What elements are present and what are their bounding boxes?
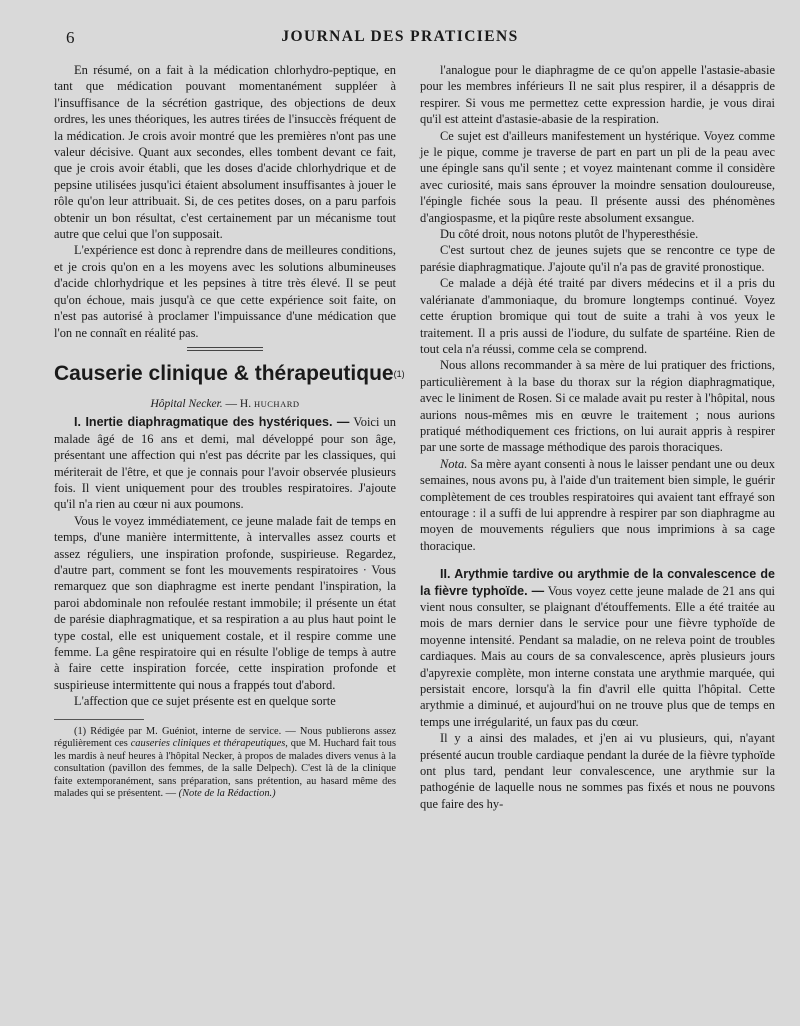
subsection-paragraph: II. Arythmie tardive ou arythmie de la convalescence de la fièvre typhoïde. — Vous voyez cette jeune malade de 21 ans qui vient nous consulter, se plaignant d'étouffements. Elle a été traitée au mois de mars dernier dans le service pour une fièvre typhoïde de moyenne intensité. Pendant sa maladie, on ne releva point de troubles cardiaques. Mais au cours de sa convalescence, après plusieurs jours d'apyrexie complète, mon interne constata une arythmie marquée, qui persistait encore, lorsqu'à la fin d'avril elle quitta l'hôpital. Cette arythmie a diminué, et aujourd'hui on ne trouve plus que de temps en temps une irrégularité, un faux pas du cœur. [420, 567, 775, 729]
paragraph: l'analogue pour le diaphragme de ce qu'on appelle l'astasie-abasie pour les membres inférieurs Il ne sait plus respirer, il a désappris de respirer. Si vous me permettez cette expression hardie, je vous dirai qu'il est atteint d'astasie-abasie de la respiration. [420, 63, 775, 127]
paragraph: Ce sujet est d'ailleurs manifestement un hystérique. Voyez comme je le pique, comme je traverse de part en part un pli de la peau avec une épingle sans qu'il sente ; et voyez maintenant comme il considère avec curiosité, mais sans éprouver la moindre sensation douloureuse, l'épingle fichée sous la peau. Il présente aussi des phénomènes d'angiospasme, et la piqûre reste absolument exsangue. [420, 128, 775, 225]
section-title: Causerie clinique & thérapeutique$^{(1)}$ [54, 361, 405, 385]
journal-title: JOURNAL DES PRATICIENS [281, 28, 519, 45]
byline-place: Hôpital Necker. [150, 397, 223, 410]
footnote: (1) Rédigée par M. Guéniot, interne de service. — Nous publierons assez régulièrement ces causeries cliniques et thérapeutiques, que M. Huchard fait tous les mardis à neuf heures à l'hôpital Necker, à propos de malades divers venus à la consultation (pavillon des femmes, de la salle Delpech). C'est là de la clinique faite extemporanément, sans préparation, sans prétention, au hasard même des malades qui se présentent. — (Note de la Rédaction.) [54, 725, 396, 800]
page-header [0, 28, 800, 52]
paragraph: C'est surtout chez de jeunes sujets que se rencontre ce type de parésie diaphragmatique. J'ajoute qu'il n'a pas de gravité pronostique. [420, 243, 775, 274]
right-column [420, 62, 775, 812]
subsection-title: II. Arythmie tardive ou arythmie de la convalescence de la fièvre typhoïde. — [420, 567, 775, 598]
spacer [420, 554, 775, 566]
page-number: 6 [66, 28, 75, 47]
paragraph: Nous allons recommander à sa mère de lui pratiquer des frictions, particulièrement à la base du thorax sur la région diaphragmatique, avec le liniment de Rosen. Si ce malade avait pu rester à l'hôpital, nous aurions nous-mêmes mis en œuvre le traitement ; nous aurions pratiqué méthodiquement ces frictions, on lui aurait appris à respirer par une sorte de massage méthodique des parois thoraciques. [420, 358, 775, 455]
paragraph: Ce malade a déjà été traité par divers médecins et il a pris du valérianate d'ammoniaque, du bromure longtemps continué. Voyez cette éruption bromique qui tout de suite a trahi à vos yeux le traitement. Il a pris aussi de l'iodure, du sulfate de spartéine. Rien de tout cela n'a réussi, comme cela se comprend. [420, 276, 775, 356]
byline-separator: — H. [222, 397, 254, 410]
subsection-title: I. Inertie diaphragmatique des hystériques. — [74, 415, 350, 430]
nota-label: Nota. [440, 456, 468, 471]
paragraph: Il y a ainsi des malades, et j'en ai vu plusieurs, qui, n'ayant présenté aucun trouble cardiaque pendant la durée de la fièvre typhoïde ont plus tard, pendant leur convalescence, une arythmie sur la pathogénie de laquelle nous ne sommes pas fixés et nous ne pouvons que faire des hy- [420, 731, 775, 811]
nota-paragraph: Nota. Sa mère ayant consenti à nous le laisser pendant une ou deux semaines, nous avons pu, à l'aide d'un traitement bien simple, le guérir complètement de ces troubles respiratoires qui avaient tant effrayé son entourage : il a suffi de lui apprendre à respirer par son diaphragme au moyen de mouvements réguliers que nous imprimions à sa cage thoracique. [420, 456, 775, 553]
byline [54, 396, 396, 412]
paragraph: L'affection que ce sujet présente est en quelque sorte [74, 694, 336, 709]
footnote-marker: (1) [393, 368, 405, 379]
left-column [54, 62, 405, 801]
paragraph: L'expérience est donc à reprendre dans de meilleures conditions, et je crois qu'on en a les moyens avec les solutions albumineuses d'acide chlorhydrique et les pepsines à titre très élevé. Il se peut qu'on échoue, mais jusqu'à ce que cette expérience soit faite, on n'est pas autorisé à proclamer l'impuissance d'une médication que l'on ne connaît en réalité pas. [54, 243, 396, 340]
paragraph: Du côté droit, nous notons plutôt de l'hyperesthésie. [440, 227, 699, 242]
section-divider [187, 347, 263, 353]
paragraph: En résumé, on a fait à la médication chlorhydro-peptique, en tant que médication pouvant momentanément suppléer à l'insuffisance de la sécrétion gastrique, des objections de deux ordres, les unes théoriques, les autres tirées de l'insuccès fréquent de la médication. Je crois avoir montré que les premières n'ont pas une valeur décisive. Quant aux secondes, elles tombent devant ce fait, que je crois avoir établi, que les doses d'acide chlorhydrique et de pepsine utilisées jusqu'ici étaient absolument insuffisantes à jouer le rôle qu'on leur attribuait. Si, de ces petites doses, on a paru parfois obtenir un bon résultat, c'est certainement par un mécanisme tout autre que celui que l'on supposait. [54, 63, 396, 242]
subsection-paragraph: I. Inertie diaphragmatique des hystériques. — Voici un malade âgé de 16 ans et demi, mal développé pour son âge, présentant une affection qui n'est pas décrite par les classiques, qui mériterait de l'être, et que je connais pour l'avoir observée plusieurs fois. Il vient uniquement pour des troubles respiratoires. J'ajoute qu'il n'a rien au cœur ni aux poumons. [54, 415, 396, 512]
footnote-rule [54, 719, 144, 720]
paragraph: Vous le voyez immédiatement, ce jeune malade fait de temps en temps, d'une manière intermittente, à intervalles assez courts et assez réguliers, une inspiration profonde, suspirieuse. Regardez, d'autre part, comment se font les mouvements respiratoires · Vous remarquez que son diaphragme est inerte pendant l'inspiration, la paroi abdominale non refoulée restant immobile; il présente un état de parésie diaphragmatique, et sa respiration a au plus haut point le type costal, elle est uniquement costale, et il respire comme une femme. La gêne respiratoire qui en résulte l'oblige de temps à autre à faire cette inspiration forcée, cette inspiration profonde et suspirieuse intermittente qui nous a frappés tout d'abord. [54, 513, 396, 692]
byline-author: HUCHARD [253, 398, 300, 409]
